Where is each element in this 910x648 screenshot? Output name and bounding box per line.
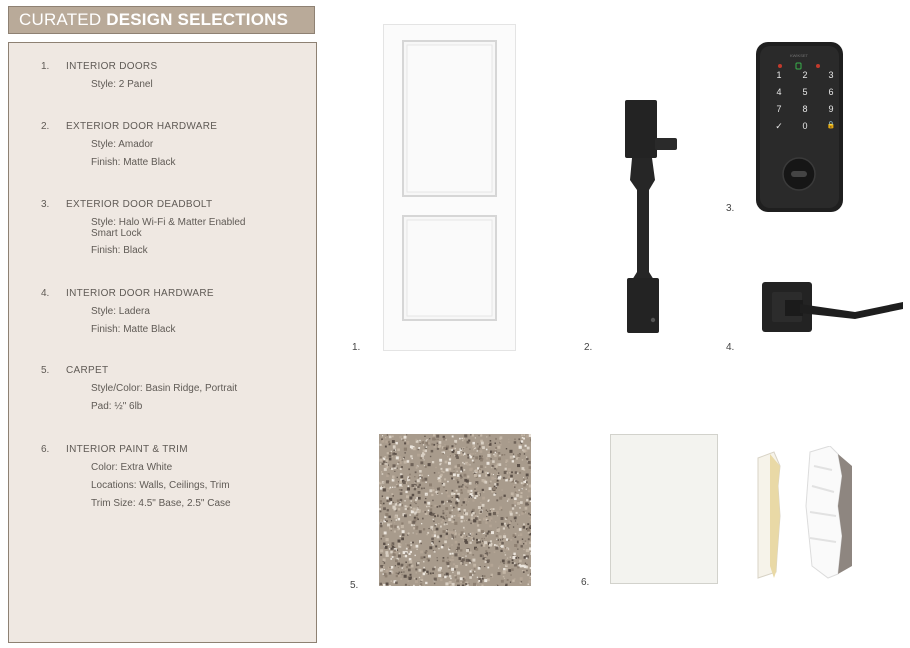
selection-title: EXTERIOR DOOR DEADBOLT	[66, 199, 213, 210]
selection-title: EXTERIOR DOOR HARDWARE	[66, 121, 218, 132]
page-title	[8, 6, 315, 34]
keypad	[760, 70, 840, 150]
svg-text:KWIKSET: KWIKSET	[789, 53, 809, 58]
keypad-key[interactable]: 9	[828, 104, 834, 114]
image-caption: 5.	[350, 580, 359, 591]
selection-detail: Finish: Matte Black	[91, 157, 176, 168]
selection-detail: Finish: Matte Black	[91, 324, 176, 335]
door-handleset-image	[618, 100, 688, 335]
lock-icon[interactable]: 🔒	[826, 122, 836, 129]
trim-profile-image	[752, 446, 854, 580]
selection-detail: Style: 2 Panel	[91, 79, 153, 90]
selection-number: 5.	[41, 365, 50, 376]
keypad-key[interactable]: 4	[776, 87, 782, 97]
keypad-key[interactable]: 3	[828, 70, 834, 80]
selection-number: 4.	[41, 288, 50, 299]
selection-detail: Style: Ladera	[91, 306, 150, 317]
image-caption: 6.	[581, 577, 590, 588]
selection-title: INTERIOR DOORS	[66, 61, 158, 72]
interior-door-image	[383, 24, 516, 351]
selection-detail: Pad: ½" 6lb	[91, 401, 143, 412]
keypad-key[interactable]: 1	[776, 70, 782, 80]
keypad-key[interactable]: 2	[802, 70, 808, 80]
interior-lever-image	[760, 282, 905, 334]
keypad-key[interactable]: 8	[802, 104, 808, 114]
paint-swatch-image	[610, 434, 718, 584]
selection-number: 6.	[41, 444, 50, 455]
selection-number: 3.	[41, 199, 50, 210]
image-caption: 4.	[726, 342, 735, 353]
selection-number: 1.	[41, 61, 50, 72]
title-bold: DESIGN SELECTIONS	[106, 10, 289, 29]
keypad-key[interactable]: ✓	[775, 121, 783, 131]
selection-detail: Locations: Walls, Ceilings, Trim	[91, 480, 230, 491]
selection-title: INTERIOR DOOR HARDWARE	[66, 288, 214, 299]
keypad-key[interactable]: 0	[802, 121, 808, 131]
image-caption: 2.	[584, 342, 593, 353]
carpet-swatch-image	[379, 434, 531, 586]
keypad-key[interactable]: 5	[802, 87, 808, 97]
selection-detail: Style: Amador	[91, 139, 154, 150]
selection-detail: Finish: Black	[91, 245, 148, 256]
selection-detail: Style: Halo Wi-Fi & Matter Enabled Smart Lock	[91, 217, 246, 239]
selections-panel	[8, 42, 317, 643]
image-caption: 3.	[726, 203, 735, 214]
title-light: CURATED	[19, 10, 107, 29]
keypad-key[interactable]: 7	[776, 104, 782, 114]
selection-detail: Trim Size: 4.5" Base, 2.5" Case	[91, 498, 231, 509]
selection-detail: Color: Extra White	[91, 462, 173, 473]
selection-title: INTERIOR PAINT & TRIM	[66, 444, 188, 455]
selection-detail: Style/Color: Basin Ridge, Portrait	[91, 383, 238, 394]
image-caption: 1.	[352, 342, 361, 353]
selection-number: 2.	[41, 121, 50, 132]
selection-title: CARPET	[66, 365, 109, 376]
keypad-key[interactable]: 6	[828, 87, 834, 97]
